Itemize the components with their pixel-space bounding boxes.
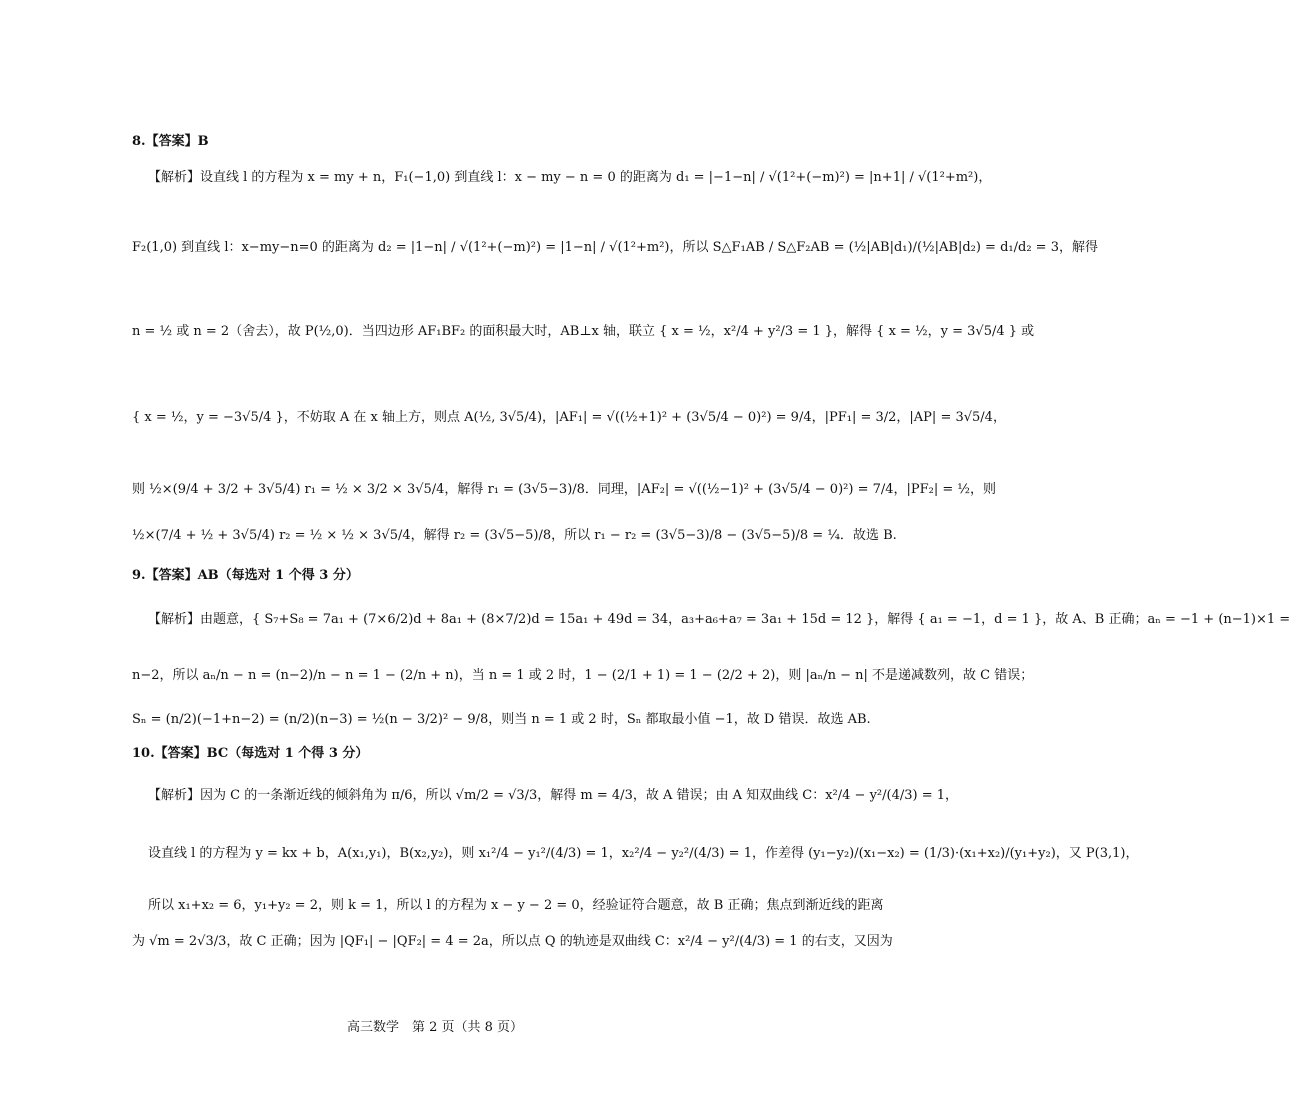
q10-analysis-line-4: 为 √m = 2√3/3，故 C 正确；因为 |QF₁| − |QF₂| = 4 = 2a，所以点 Q 的轨迹是双曲线 C：x²/4 − y²/(4/3) = 1 的右支，又因为 (132, 934, 893, 949)
q8-analysis-line-6: ½×(7/4 + ½ + 3√5/4) r₂ = ½ × ½ × 3√5/4，解得 r₂ = (3√5−5)/8，所以 r₁ − r₂ = (3√5−3)/8 − (3√5−5)/8 = ¼．故选 B. (132, 528, 897, 543)
q8-analysis-line-3: n = ½ 或 n = 2（舍去），故 P(½,0)．当四边形 AF₁BF₂ 的面积最大时，AB⊥x 轴，联立 { x = ½，x²/4 + y²/3 = 1 }，解得 { x = ½，y = 3√5/4 } 或 (132, 324, 1035, 339)
q9-analysis-line-1: 【解析】由题意，{ S₇+S₈ = 7a₁ + (7×6/2)d + 8a₁ + (8×7/2)d = 15a₁ + 49d = 34，a₃+a₆+a₇ = 3a₁ + 15d = 12 }，解得 { a₁ = −1，d = 1 }，故 A、B 正确；aₙ = −1 + (n−1)×1 = (148, 612, 1290, 627)
q8-analysis-line-2: F₂(1,0) 到直线 l：x−my−n=0 的距离为 d₂ = |1−n| / √(1²+(−m)²) = |1−n| / √(1²+m²)，所以 S△F₁AB / S△F₂AB = (½|AB|d₁)/(½|AB|d₂) = d₁/d₂ = 3，解得 (132, 240, 1098, 255)
q8-analysis-line-5: 则 ½×(9/4 + 3/2 + 3√5/4) r₁ = ½ × 3/2 × 3√5/4，解得 r₁ = (3√5−3)/8．同理，|AF₂| = √((½−1)² + (3√5/4 − 0)²) = 7/4，|PF₂| = ½，则 (132, 482, 997, 497)
q8-analysis-line-1: 【解析】设直线 l 的方程为 x = my + n，F₁(−1,0) 到直线 l：x − my − n = 0 的距离为 d₁ = |−1−n| / √(1²+(−m)²) = |n+1| / √(1²+m²)， (148, 170, 992, 185)
q9-answer: 9.【答案】AB（每选对 1 个得 3 分） (132, 568, 359, 583)
q10-analysis-line-2: 设直线 l 的方程为 y = kx + b，A(x₁,y₁)，B(x₂,y₂)，则 x₁²/4 − y₁²/(4/3) = 1，x₂²/4 − y₂²/(4/3) = 1，作差得 (y₁−y₂)/(x₁−x₂) = (1/3)·(x₁+x₂)/(y₁+y₂)，又 P(3,1)， (148, 846, 1139, 861)
q8-answer: 8.【答案】B (132, 134, 209, 149)
q8-analysis-line-4: { x = ½，y = −3√5/4 }，不妨取 A 在 x 轴上方，则点 A(½, 3√5/4)，|AF₁| = √((½+1)² + (3√5/4 − 0)²) = 9/4，|PF₁| = 3/2，|AP| = 3√5/4， (132, 410, 1006, 425)
page-footer: 高三数学 第 2 页（共 8 页） (346, 1020, 524, 1035)
q9-analysis-line-3: Sₙ = (n/2)(−1+n−2) = (n/2)(n−3) = ½(n − 3/2)² − 9/8，则当 n = 1 或 2 时，Sₙ 都取最小值 −1，故 D 错误．故选 AB. (132, 712, 871, 727)
q10-answer: 10.【答案】BC（每选对 1 个得 3 分） (132, 746, 369, 761)
q10-analysis-line-3: 所以 x₁+x₂ = 6，y₁+y₂ = 2，则 k = 1，所以 l 的方程为 x − y − 2 = 0，经验证符合题意，故 B 正确；焦点到渐近线的距离 (148, 898, 884, 913)
q9-analysis-line-2: n−2，所以 aₙ/n − n = (n−2)/n − n = 1 − (2/n + n)，当 n = 1 或 2 时，1 − (2/1 + 1) = 1 − (2/2 + 2)，则 |aₙ/n − n| 不是递减数列，故 C 错误； (132, 668, 1034, 683)
q10-analysis-line-1: 【解析】因为 C 的一条渐近线的倾斜角为 π/6，所以 √m/2 = √3/3，解得 m = 4/3，故 A 错误；由 A 知双曲线 C：x²/4 − y²/(4/3) = 1， (148, 788, 958, 803)
